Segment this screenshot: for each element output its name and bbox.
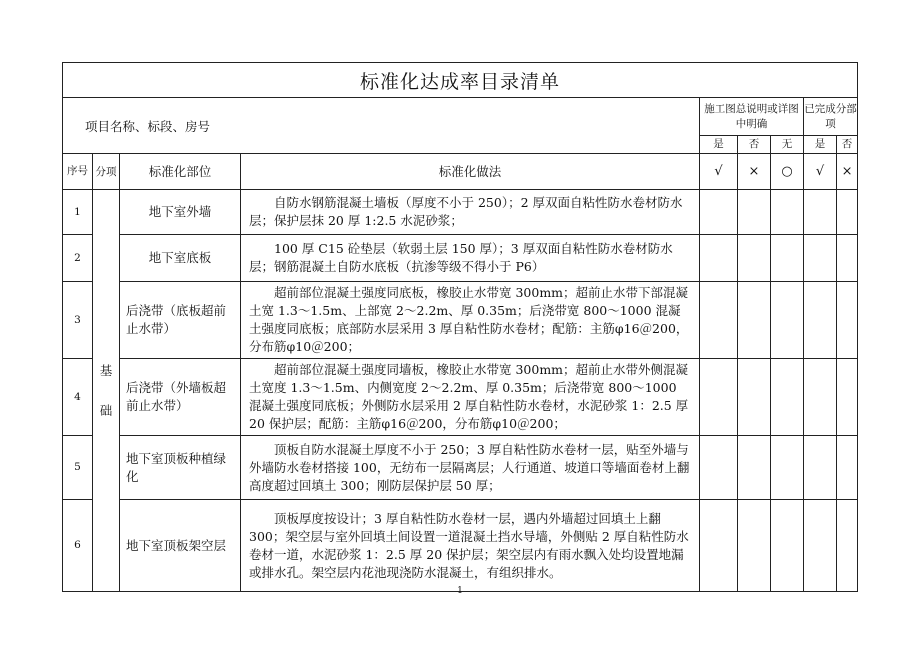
drawing-none-header: 无 bbox=[771, 136, 804, 154]
table-row bbox=[63, 282, 858, 359]
drawing-no-cell[interactable] bbox=[738, 190, 771, 235]
completed-yes-header: 是 bbox=[804, 136, 837, 154]
completed-no-cell[interactable] bbox=[837, 500, 858, 592]
drawing-yes-cell[interactable] bbox=[700, 359, 738, 436]
drawing-no-cell[interactable] bbox=[738, 500, 771, 592]
row-index: 2 bbox=[63, 235, 93, 282]
row-method: 超前部位混凝土强度同底板，橡胶止水带宽 300mm；超前止水带下部混凝土宽 1.3～1.5m、上部宽 2～2.2m、厚 0.35m；后浇带宽 800～1000 混凝土强度同底板；底部防水层采用 3 厚自粘性防水卷材；配筋：主筋φ16＠200，分布筋φ10＠200； bbox=[241, 282, 700, 359]
completed-no-cell[interactable] bbox=[837, 436, 858, 500]
drawing-none-cell[interactable] bbox=[771, 235, 804, 282]
completed-yes-cell[interactable] bbox=[804, 282, 837, 359]
completed-no-header: 否 bbox=[837, 136, 858, 154]
completed-yes-cell[interactable] bbox=[804, 190, 837, 235]
drawing-yes-cell[interactable] bbox=[700, 235, 738, 282]
row-part: 后浇带（底板超前止水带） bbox=[120, 282, 241, 359]
table-row bbox=[63, 359, 858, 436]
row-index: 4 bbox=[63, 359, 93, 436]
completed-yes-cell[interactable] bbox=[804, 500, 837, 592]
drawing-none-cell[interactable] bbox=[771, 282, 804, 359]
completed-yes-cell[interactable] bbox=[804, 359, 837, 436]
circle-mark-header: ○ bbox=[771, 154, 804, 190]
check-mark-header: √ bbox=[700, 154, 738, 190]
drawing-yes-cell[interactable] bbox=[700, 436, 738, 500]
completed-items-header: 已完成分部项 bbox=[804, 98, 858, 136]
drawing-none-cell[interactable] bbox=[771, 190, 804, 235]
group-label-char: 基 bbox=[99, 362, 113, 378]
completed-check-header: √ bbox=[804, 154, 837, 190]
completed-no-cell[interactable] bbox=[837, 359, 858, 436]
row-method: 自防水钢筋混凝土墙板（厚度不小于 250）；2 厚双面自粘性防水卷材防水层；保护层抹 20 厚 1:2.5 水泥砂浆； bbox=[241, 190, 700, 235]
completed-no-cell[interactable] bbox=[837, 235, 858, 282]
table-row bbox=[63, 500, 858, 592]
table-row bbox=[63, 235, 858, 282]
foundation-group-cell bbox=[93, 190, 120, 592]
completed-no-cell[interactable] bbox=[837, 282, 858, 359]
drawing-yes-cell[interactable] bbox=[700, 282, 738, 359]
row-method: 超前部位混凝土强度同墙板，橡胶止水带宽 300mm；超前止水带外侧混凝土宽度 1.3～1.5m、内侧宽度 2～2.2m、厚 0.35m；后浇带宽 800～1000 混凝土强度同底板；外侧防水层采用 2 厚自粘性防水卷材，水泥砂浆 1：2.5 厚 20 保护层；配筋：主筋φ16＠200，分布筋φ10＠200； bbox=[241, 359, 700, 436]
row-index: 1 bbox=[63, 190, 93, 235]
row-part: 后浇带（外墙板超前止水带） bbox=[120, 359, 241, 436]
row-method: 100 厚 C15 砼垫层（软弱土层 150 厚）；3 厚双面自粘性防水卷材防水层；钢筋混凝土自防水底板（抗渗等级不得小于 P6） bbox=[241, 235, 700, 282]
drawing-none-cell[interactable] bbox=[771, 500, 804, 592]
part-column-header: 标准化部位 bbox=[120, 154, 241, 190]
row-method: 顶板自防水混凝土厚度不小于 250；3 厚自粘性防水卷材一层，贴至外墙与外墙防水卷材搭接 100，无纺布一层隔离层；人行通道、坡道口等墙面卷材上翻高度超过回填土 300；刚防层保护层 50 厚； bbox=[241, 436, 700, 500]
cross-mark-header: × bbox=[738, 154, 771, 190]
row-part: 地下室底板 bbox=[120, 235, 241, 282]
row-part: 地下室外墙 bbox=[120, 190, 241, 235]
document-title: 标准化达成率目录清单 bbox=[63, 63, 858, 98]
row-index: 6 bbox=[63, 500, 93, 592]
method-column-header: 标准化做法 bbox=[241, 154, 700, 190]
row-part: 地下室顶板种植绿化 bbox=[120, 436, 241, 500]
drawing-none-cell[interactable] bbox=[771, 359, 804, 436]
drawing-yes-cell[interactable] bbox=[700, 500, 738, 592]
table-row bbox=[63, 190, 858, 235]
drawing-no-cell[interactable] bbox=[738, 436, 771, 500]
drawing-none-cell[interactable] bbox=[771, 436, 804, 500]
standardization-table bbox=[62, 62, 858, 592]
completed-yes-cell[interactable] bbox=[804, 235, 837, 282]
drawing-no-cell[interactable] bbox=[738, 359, 771, 436]
row-index: 3 bbox=[63, 282, 93, 359]
completed-yes-cell[interactable] bbox=[804, 436, 837, 500]
page-number: 1 bbox=[457, 586, 463, 596]
row-method: 顶板厚度按设计；3 厚自粘性防水卷材一层，遇内外墙超过回填土上翻 300；架空层与室外回填土间设置一道混凝土挡水导墙，外侧贴 2 厚自粘性防水卷材一道，水泥砂浆 1：2.5 厚 20 保护层；架空层内有雨水飘入处均设置地漏或排水孔。架空层内花池现浇防水混凝土，有组织排水。 bbox=[241, 500, 700, 592]
completed-cross-header: × bbox=[837, 154, 858, 190]
row-part: 地下室顶板架空层 bbox=[120, 500, 241, 592]
row-index: 5 bbox=[63, 436, 93, 500]
index-column-header: 序号 bbox=[63, 154, 93, 190]
drawing-no-header: 否 bbox=[738, 136, 771, 154]
table-row bbox=[63, 436, 858, 500]
item-column-header: 分项 bbox=[93, 154, 120, 190]
drawing-no-cell[interactable] bbox=[738, 235, 771, 282]
drawing-yes-header: 是 bbox=[700, 136, 738, 154]
drawing-no-cell[interactable] bbox=[738, 282, 771, 359]
completed-no-cell[interactable] bbox=[837, 190, 858, 235]
drawing-specified-header: 施工图总说明或详图中明确 bbox=[700, 98, 804, 136]
group-label-char: 础 bbox=[99, 402, 113, 418]
project-name-label: 项目名称、标段、房号 bbox=[63, 98, 700, 154]
drawing-yes-cell[interactable] bbox=[700, 190, 738, 235]
